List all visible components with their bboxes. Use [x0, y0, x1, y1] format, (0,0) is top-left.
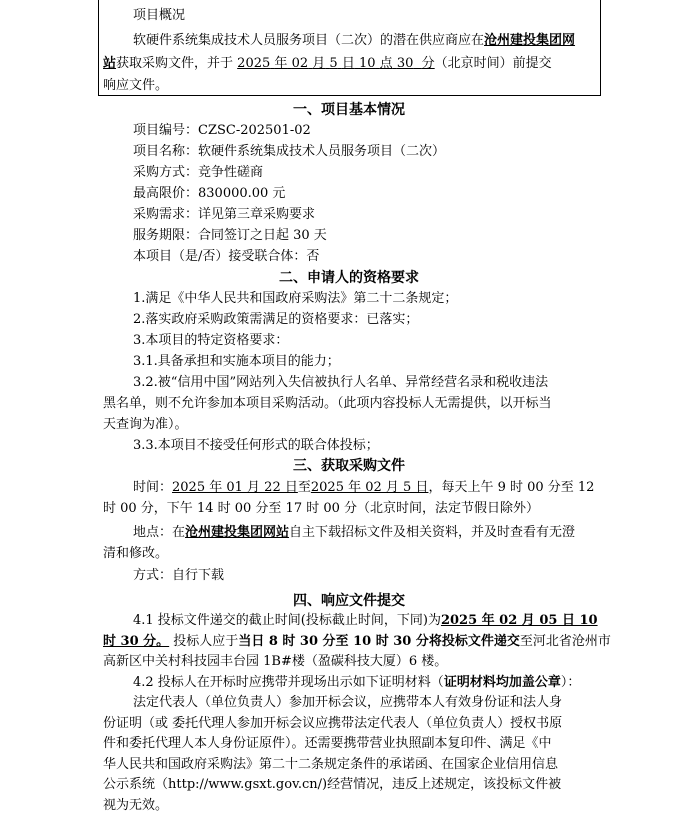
procurement-method: 采购方式：竞争性磋商 — [133, 165, 264, 181]
deadline-day: 5 — [329, 56, 338, 71]
overview-line-3: 响应文件。 — [103, 78, 169, 93]
deadline-year: 2025 — [237, 56, 271, 71]
consortium-accepted: 本项目（是/否）接受联合体：否 — [133, 249, 320, 265]
section1-heading: 一、项目基本情况 — [293, 102, 405, 118]
site-link-cont[interactable]: 站 — [103, 56, 117, 71]
obtain-time-line-2: 时 00 分，下午 14 时 00 分至 17 时 00 分（北京时间，法定节假日除外） — [103, 501, 540, 517]
submit-p3-line-3: 件和委托代理人本人身份证原件）。还需要携带营业执照副本复印件、满足《中 — [103, 736, 552, 752]
submit-p1-line-2: 时 30 分。 投标人应于当日 8 时 30 分至 10 时 30 分将投标文件递交至河北省沧州市 — [103, 633, 611, 649]
section4-heading: 四、响应文件提交 — [293, 592, 405, 609]
submit-p1-line-3: 高新区中关村科技园丰台园 1B#楼（盈碳科技大厦）6 楼。 — [103, 654, 448, 670]
deadline-min: 30 — [396, 56, 414, 71]
submit-p1-line-1: 4.1 投标文件递交的截止时间(投标截止时间，下同)为2025 年 02 月 05 日 10 — [133, 613, 598, 629]
submit-p3-line-2: 份证明（或 委托代理人参加开标会议应携带法定代表人（单位负责人）授权书原 — [103, 715, 563, 731]
submit-p3-line-1: 法定代表人（单位负责人）参加开标会议，应携带本人有效身份证和法人身 — [133, 695, 563, 711]
section3-heading: 三、获取采购文件 — [293, 458, 405, 475]
overview-title: 项目概况 — [133, 8, 186, 23]
deadline-hour: 10 — [358, 56, 376, 71]
obtain-method: 方式：自行下载 — [133, 568, 225, 584]
submit-p2: 4.2 投标人在开标时应携带并现场出示如下证明材料（证明材料均加盖公章）： — [133, 674, 581, 690]
service-period: 服务期限：合同签订之日起 30 天 — [133, 227, 327, 243]
site-link[interactable]: 沧州建投集团网 — [484, 33, 576, 48]
req-3: 3.本项目的特定资格要求： — [133, 333, 289, 349]
project-number: 项目编号：CZSC-202501-02 — [133, 123, 311, 139]
req-3-3: 3.3.本项目不接受任何形式的联合体投标； — [133, 437, 379, 453]
start-date: 2025 年 01 月 22 日 — [172, 479, 298, 495]
obtain-place-line-2: 清和修改。 — [103, 546, 169, 562]
deadline-month: 02 — [291, 56, 309, 71]
submit-p3-line-4: 华人民共和国政府采购法》第二十二条规定条件的承诺函、在国家企业信用信息 — [103, 756, 559, 772]
end-date: 2025 年 02 月 5 日 — [310, 479, 429, 495]
req-3-2-c: 天查询为准）。 — [103, 417, 188, 433]
submit-deadline: 2025 年 02 月 05 日 10 — [440, 613, 598, 629]
max-price: 最高限价：830000.00 元 — [133, 185, 286, 201]
section2-heading: 二、申请人的资格要求 — [279, 269, 419, 286]
req-2: 2.落实政府采购政策需满足的资格要求：已落实； — [133, 311, 419, 327]
overview-line-1 — [133, 31, 575, 51]
req-3-2-b: 黑名单，则不允许参加本项目采购活动。（此项内容投标人无需提供，以开标当 — [103, 395, 552, 411]
overview-text: 软硬件系统集成技术人员服务项目（二次）的潜在供应商应在 — [133, 33, 485, 48]
obtain-time-line-1: 时间：2025 年 01 月 22 日至2025 年 02 月 5 日，每天上午 9 时 00 分至 12 — [133, 479, 595, 495]
obtain-place-line-1: 地点：在沧州建投集团网站自主下载招标文件及相关资料，并及时查看有无澄 — [133, 524, 576, 540]
submit-p3-line-5: 公示系统（http://www.gsxt.gov.cn/)经营情况，违反上述规定，该投标文件被 — [103, 777, 562, 793]
req-1: 1.满足《中华人民共和国政府采购法》第二十二条规定； — [133, 291, 458, 307]
project-name: 项目名称：软硬件系统集成技术人员服务项目（二次） — [133, 143, 446, 159]
submit-p3-line-6: 视为无效。 — [103, 798, 169, 813]
overview-line-2: 站获取采购文件，并于 2025 年 02 月 5 日 10 点 30 分（北京时间）前提交 — [103, 56, 552, 71]
req-3-2-a: 3.2.被“信用中国”网站列入失信被执行人名单、异常经营名录和税收违法 — [133, 375, 549, 391]
procurement-requirement: 采购需求：详见第三章采购要求 — [133, 207, 316, 223]
req-3-1: 3.1.具备承担和实施本项目的能力； — [133, 353, 340, 369]
site-link-2[interactable]: 沧州建投集团网站 — [185, 524, 290, 540]
